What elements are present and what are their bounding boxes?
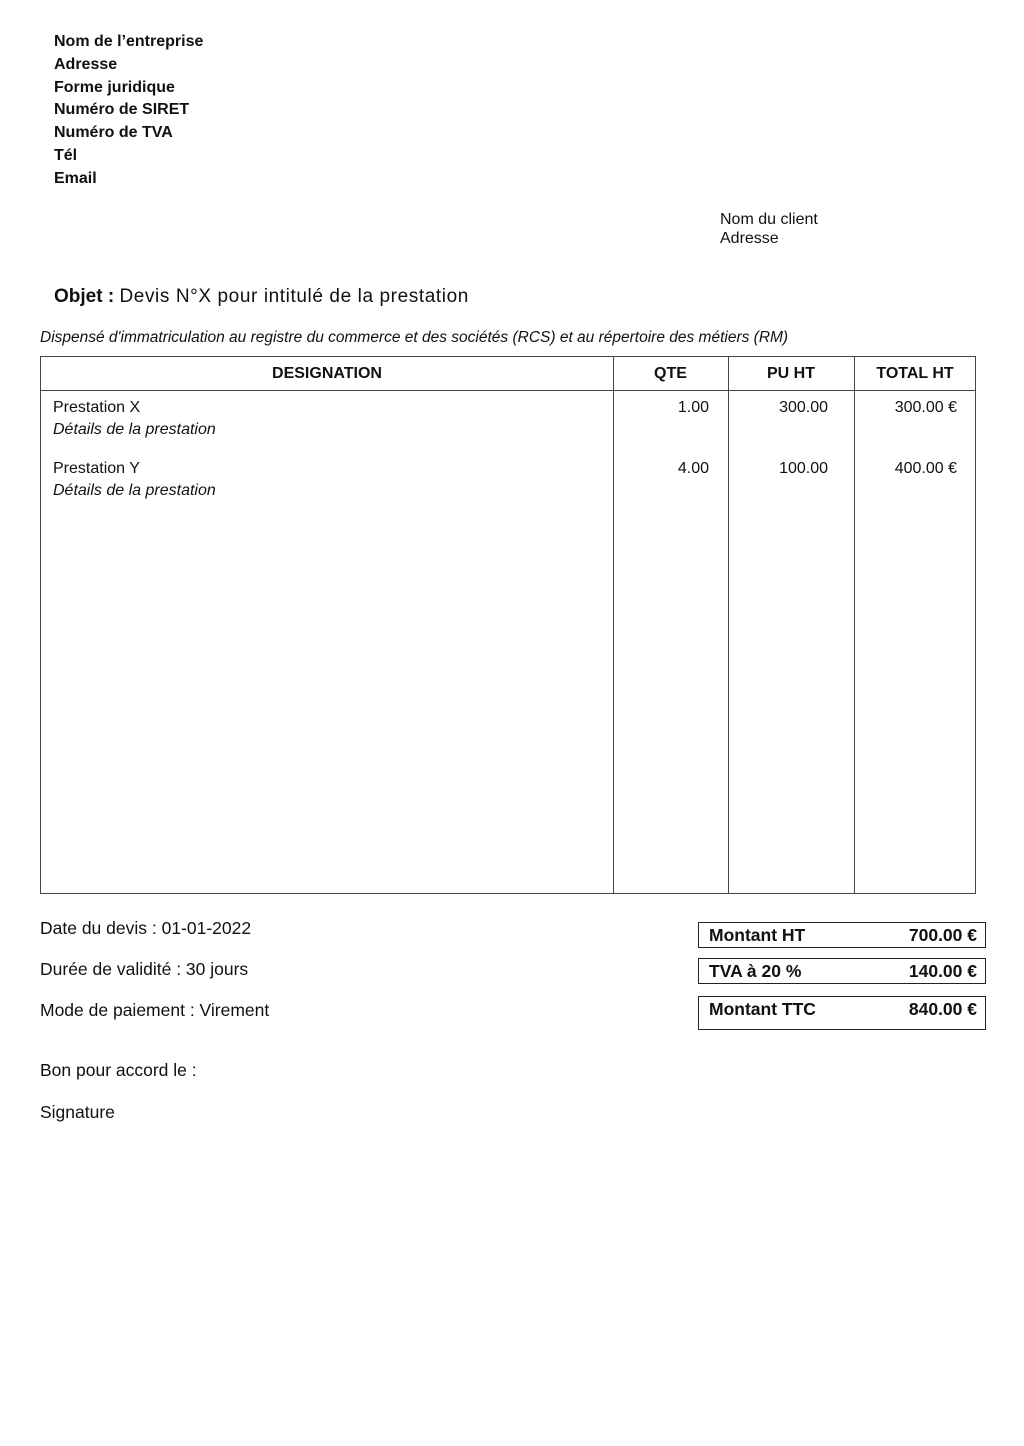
client-name: Nom du client <box>720 211 818 228</box>
row-details: Détails de la prestation <box>53 482 216 499</box>
total-ht-value: 700.00 € <box>908 925 977 945</box>
row-unit-price: 100.00 <box>779 460 828 477</box>
payment-method: Mode de paiement : Virement <box>40 1000 270 1020</box>
company-phone: Tél <box>54 146 78 164</box>
client-block <box>720 210 818 248</box>
total-ttc-value: 840.00 € <box>908 999 977 1019</box>
column-divider <box>728 357 729 893</box>
row-unit-price: 300.00 <box>779 399 828 416</box>
header-divider <box>41 390 975 391</box>
client-address: Adresse <box>720 230 779 247</box>
total-ht-box <box>698 922 986 948</box>
total-tva-value: 140.00 € <box>908 961 977 981</box>
header-qty: QTE <box>654 365 687 382</box>
company-name: Nom de l’entreprise <box>54 33 204 50</box>
total-ttc-label: Montant TTC <box>709 999 816 1019</box>
company-block <box>54 31 203 191</box>
row-designation: Prestation Y <box>53 460 140 477</box>
subject-label: Objet : <box>54 286 115 307</box>
company-address: Adresse <box>54 55 118 73</box>
quote-date: Date du devis : 01-01-2022 <box>40 918 252 938</box>
column-divider <box>613 357 614 893</box>
signature-label: Signature <box>40 1102 115 1122</box>
approval-line: Bon pour accord le : <box>40 1060 197 1080</box>
column-divider <box>854 357 855 893</box>
header-total: TOTAL HT <box>876 365 954 382</box>
row-total: 400.00 € <box>894 460 957 477</box>
row-designation-cell <box>53 397 216 441</box>
row-total: 300.00 € <box>894 399 957 416</box>
row-designation: Prestation X <box>53 399 141 416</box>
total-tva-box <box>698 958 986 984</box>
row-details: Détails de la prestation <box>53 421 216 438</box>
header-unit-price: PU HT <box>767 365 815 382</box>
company-vat-number: Numéro de TVA <box>54 124 173 142</box>
legal-notice: Dispensé d'immatriculation au registre du commerce et des sociétés (RCS) et au répertoire des métiers (RM) <box>40 329 789 346</box>
total-tva-label: TVA à 20 % <box>709 961 802 981</box>
items-table <box>40 356 976 894</box>
company-legal-form: Forme juridique <box>54 78 175 96</box>
row-designation-cell <box>53 458 216 502</box>
company-email: Email <box>54 169 97 187</box>
total-ht-label: Montant HT <box>709 925 806 945</box>
validity-period: Durée de validité : 30 jours <box>40 959 249 979</box>
header-designation: DESIGNATION <box>272 365 382 382</box>
row-qty: 1.00 <box>677 399 709 416</box>
row-qty: 4.00 <box>677 460 709 477</box>
company-siret: Numéro de SIRET <box>54 101 190 119</box>
total-ttc-box <box>698 996 986 1030</box>
subject-text: Devis N°X pour intitulé de la prestation <box>119 286 469 307</box>
subject-line <box>54 286 469 308</box>
